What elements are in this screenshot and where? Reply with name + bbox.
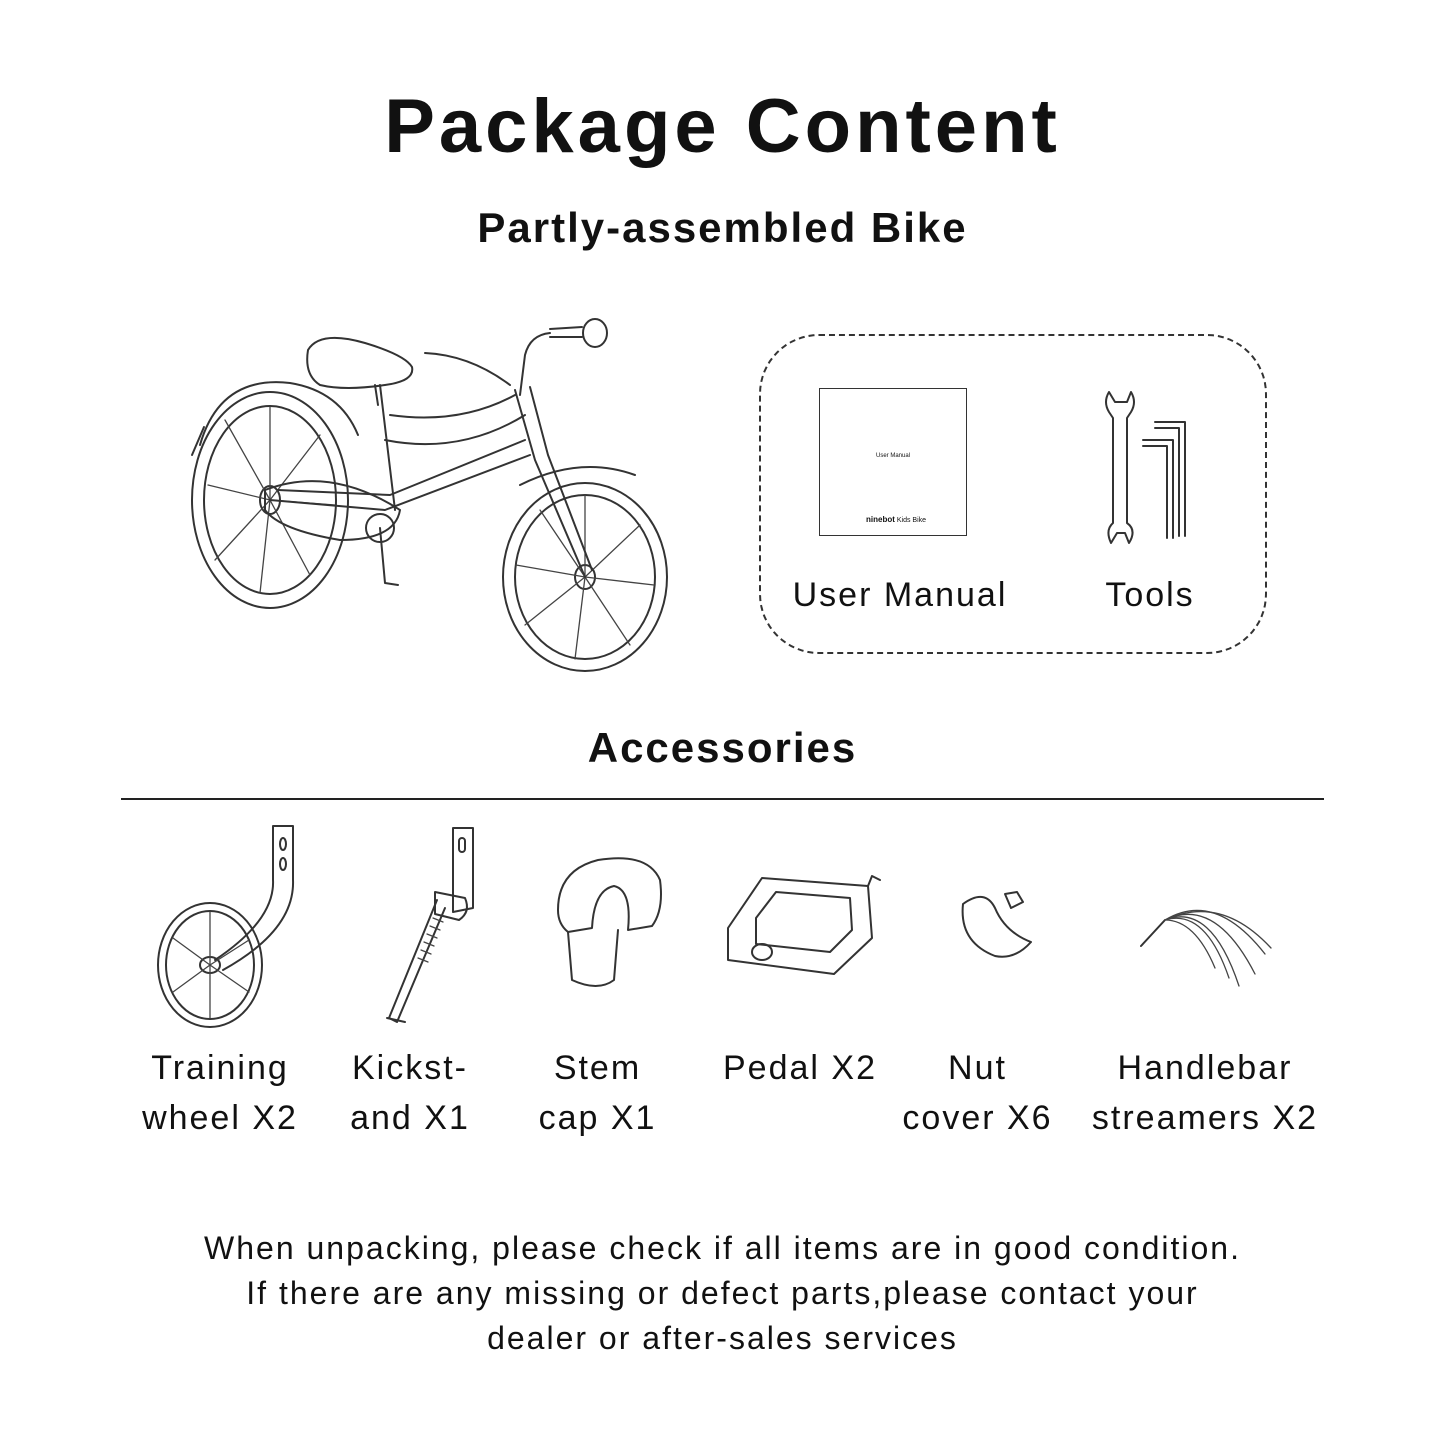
user-manual-icon <box>819 388 967 536</box>
streamers-icon <box>1135 890 1275 990</box>
accessory-label-kickstand: Kickst- and X1 <box>350 1049 470 1137</box>
bike-illustration <box>180 315 680 685</box>
note-line-1: When unpacking, please check if all items are in good condition. <box>204 1230 1241 1266</box>
tools-label: Tools <box>1105 576 1195 614</box>
unpacking-note <box>0 1226 1445 1361</box>
pedal-icon <box>722 870 882 980</box>
stem-cap-icon <box>548 850 668 995</box>
note-line-2: If there are any missing or defect parts,please contact your <box>246 1275 1199 1311</box>
kickstand-icon <box>375 822 495 1032</box>
accessory-label-handlebar-streamers: Handlebar streamers X2 <box>1091 1049 1319 1137</box>
user-manual-label: User Manual <box>792 576 1008 614</box>
bike-subtitle: Partly-assembled Bike <box>477 204 968 251</box>
accessory-label-pedal: Pedal X2 <box>723 1049 877 1087</box>
note-line-3: dealer or after-sales services <box>487 1320 958 1356</box>
training-wheel-icon <box>155 820 305 1030</box>
section-divider <box>121 798 1324 800</box>
page-title: Package Content <box>384 84 1061 169</box>
manual-cover-brand: ninebot Kids Bike <box>866 515 927 524</box>
accessory-label-training-wheel: Training wheel X2 <box>142 1049 298 1137</box>
accessory-label-stem-cap: Stem cap X1 <box>538 1049 657 1137</box>
accessories-heading: Accessories <box>587 724 858 771</box>
tools-icon <box>1095 388 1215 548</box>
accessory-label-nut-cover: Nut cover X6 <box>902 1049 1053 1137</box>
nut-cover-icon <box>955 882 1035 962</box>
manual-cover-title: User Manual <box>875 453 910 459</box>
